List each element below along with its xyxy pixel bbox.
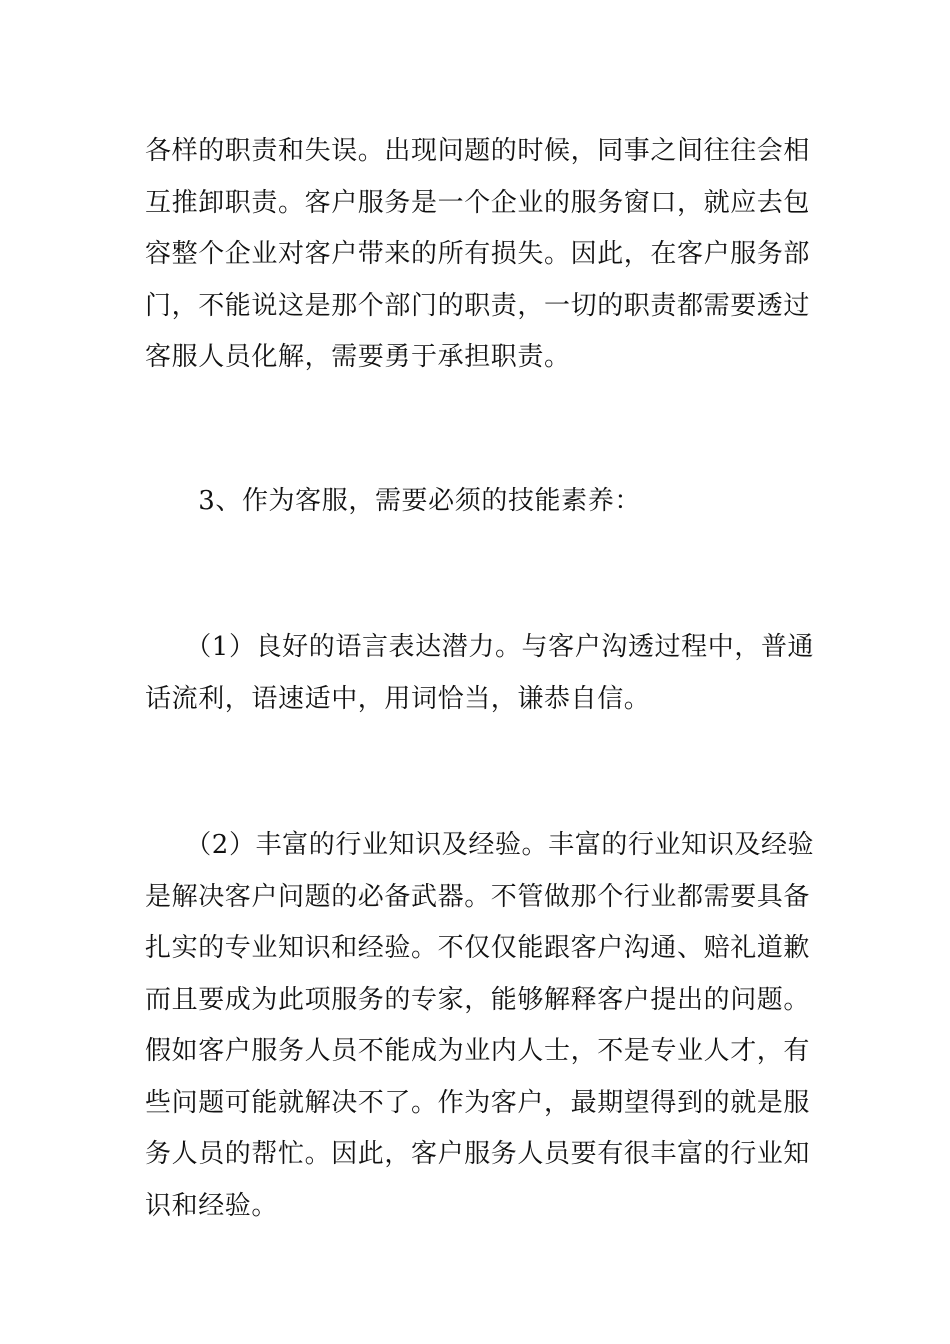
text-line: 是解决客户问题的必备武器。不管做那个行业都需要具备: [145, 881, 811, 912]
paragraph-industry-knowledge: [145, 820, 815, 1232]
paragraph-language-skill: [145, 622, 815, 725]
text-line: （1）良好的语言表达潜力。与客户沟透过程中，普通: [145, 632, 815, 662]
text-line: 容整个企业对客户带来的所有损失。因此，在客户服务部: [145, 239, 811, 269]
text-line: 而且要成为此项服务的专家，能够解释客户提出的问题。: [145, 984, 811, 1015]
text-line: 3、作为客服，需要必须的技能素养：: [145, 486, 641, 516]
text-line: 话流利，语速适中，用词恰当，谦恭自信。: [145, 683, 651, 714]
text-line: 务人员的帮忙。因此，客户服务人员要有很丰富的行业知: [145, 1139, 811, 1169]
text-line: 识和经验。: [145, 1190, 279, 1221]
text-line: 些问题可能就解决不了。作为客户，最期望得到的就是服: [145, 1087, 811, 1118]
section-heading-skills: [145, 476, 810, 528]
text-line: 门，不能说这是那个部门的职责，一切的职责都需要透过: [145, 290, 811, 321]
text-line: 假如客户服务人员不能成为业内人士，不是专业人才，有: [145, 1036, 811, 1066]
text-line: 扎实的专业知识和经验。不仅仅能跟客户沟通、赔礼道歉: [145, 933, 811, 963]
text-line: （2）丰富的行业知识及经验。丰富的行业知识及经验: [145, 830, 815, 860]
paragraph-responsibility: [145, 126, 810, 384]
text-line: 各样的职责和失误。出现问题的时候，同事之间往往会相: [145, 136, 811, 166]
text-line: 互推卸职责。客户服务是一个企业的服务窗口，就应去包: [145, 187, 811, 218]
text-line: 客服人员化解，需要勇于承担职责。: [145, 342, 571, 372]
